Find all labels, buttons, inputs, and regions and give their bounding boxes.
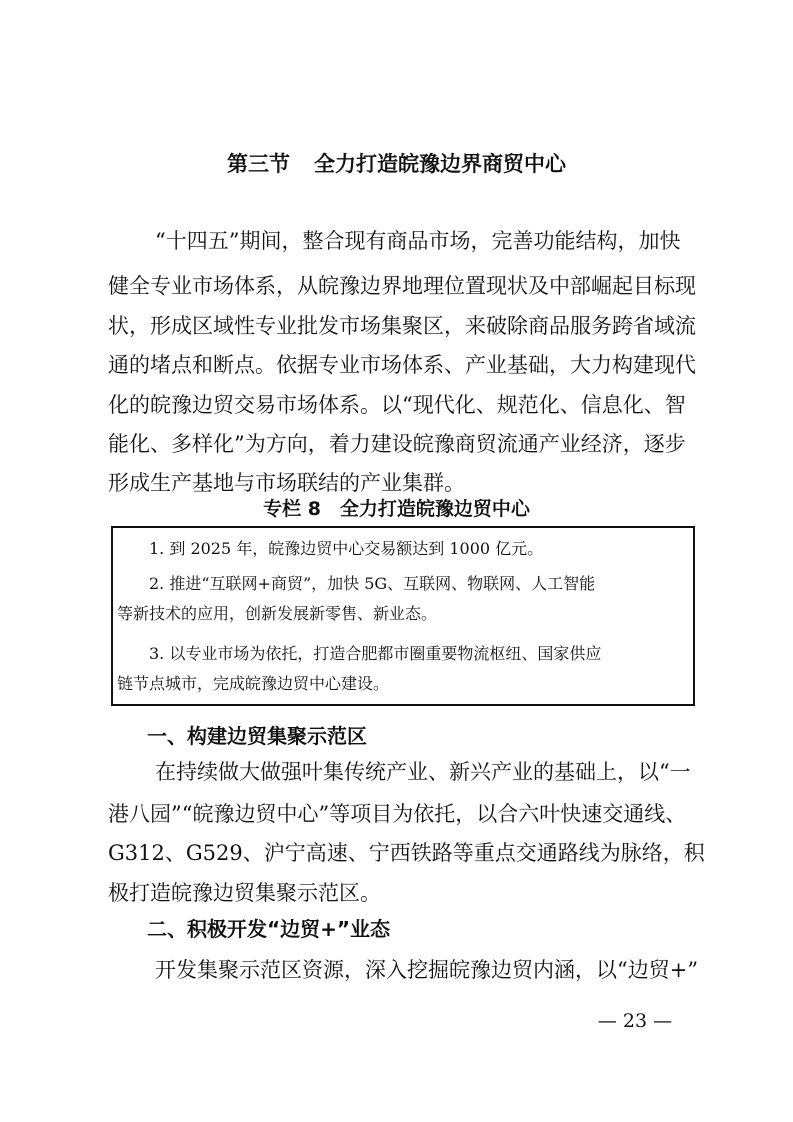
paragraph-line: 化的皖豫边贸交易市场体系。以“现代化、规范化、信息化、智 [108, 393, 686, 417]
paragraph-line: 能化、多样化”为方向，着力建设皖豫商贸流通产业经济，逐步 [108, 432, 686, 456]
paragraph-line: 港八园”“皖豫边贸中心”等项目为依托，以合六叶快速交通线、 [108, 802, 687, 826]
paragraph-line: 状，形成区域性专业批发市场集聚区，来破除商品服务跨省域流 [108, 314, 696, 338]
paragraph-line: 健全专业市场体系，从皖豫边界地理位置现状及中部崛起目标现 [108, 274, 696, 298]
paragraph-line: 开发集聚示范区资源，深入挖掘皖豫边贸内涵，以“边贸+” [155, 958, 699, 982]
paragraph-line: “十四五”期间，整合现有商品市场，完善功能结构，加快 [155, 229, 681, 253]
paragraph-line: G312、G529、沪宁高速、宁西铁路等重点交通路线为脉络，积 [108, 841, 705, 865]
heading-2: 二、积极开发“边贸+”业态 [147, 917, 391, 941]
paragraph-line: 在持续做大做强叶集传统产业、新兴产业的基础上，以“一 [155, 760, 691, 784]
paragraph-line: 形成生产基地与市场联结的产业集群。 [108, 471, 465, 495]
box-line: 等新技术的应用，创新发展新零售、新业态。 [117, 604, 438, 623]
box-title: 专栏 8 全力打造皖豫边贸中心 [263, 498, 530, 520]
page-number: — 23 — [597, 1010, 673, 1032]
heading-1: 一、构建边贸集聚示范区 [147, 724, 367, 748]
box-line: 链节点城市，完成皖豫边贸中心建设。 [117, 674, 390, 693]
box-line: 1. 到 2025 年，皖豫边贸中心交易额达到 1000 亿元。 [149, 539, 544, 558]
box-line: 3. 以专业市场为依托，打造合肥都市圈重要物流枢纽、国家供应 [149, 644, 602, 663]
paragraph-line: 极打造皖豫边贸集聚示范区。 [108, 881, 381, 905]
section-title [0, 148, 793, 178]
section-number: 第三节 [227, 152, 290, 176]
section-title-text: 全力打造皖豫边界商贸中心 [314, 152, 566, 176]
box-line: 2. 推进“互联网+商贸”，加快 5G、互联网、物联网、人工智能 [149, 574, 596, 593]
paragraph-line: 通的堵点和断点。依据专业市场体系、产业基础，大力构建现代 [108, 353, 696, 377]
feature-box [111, 526, 695, 706]
